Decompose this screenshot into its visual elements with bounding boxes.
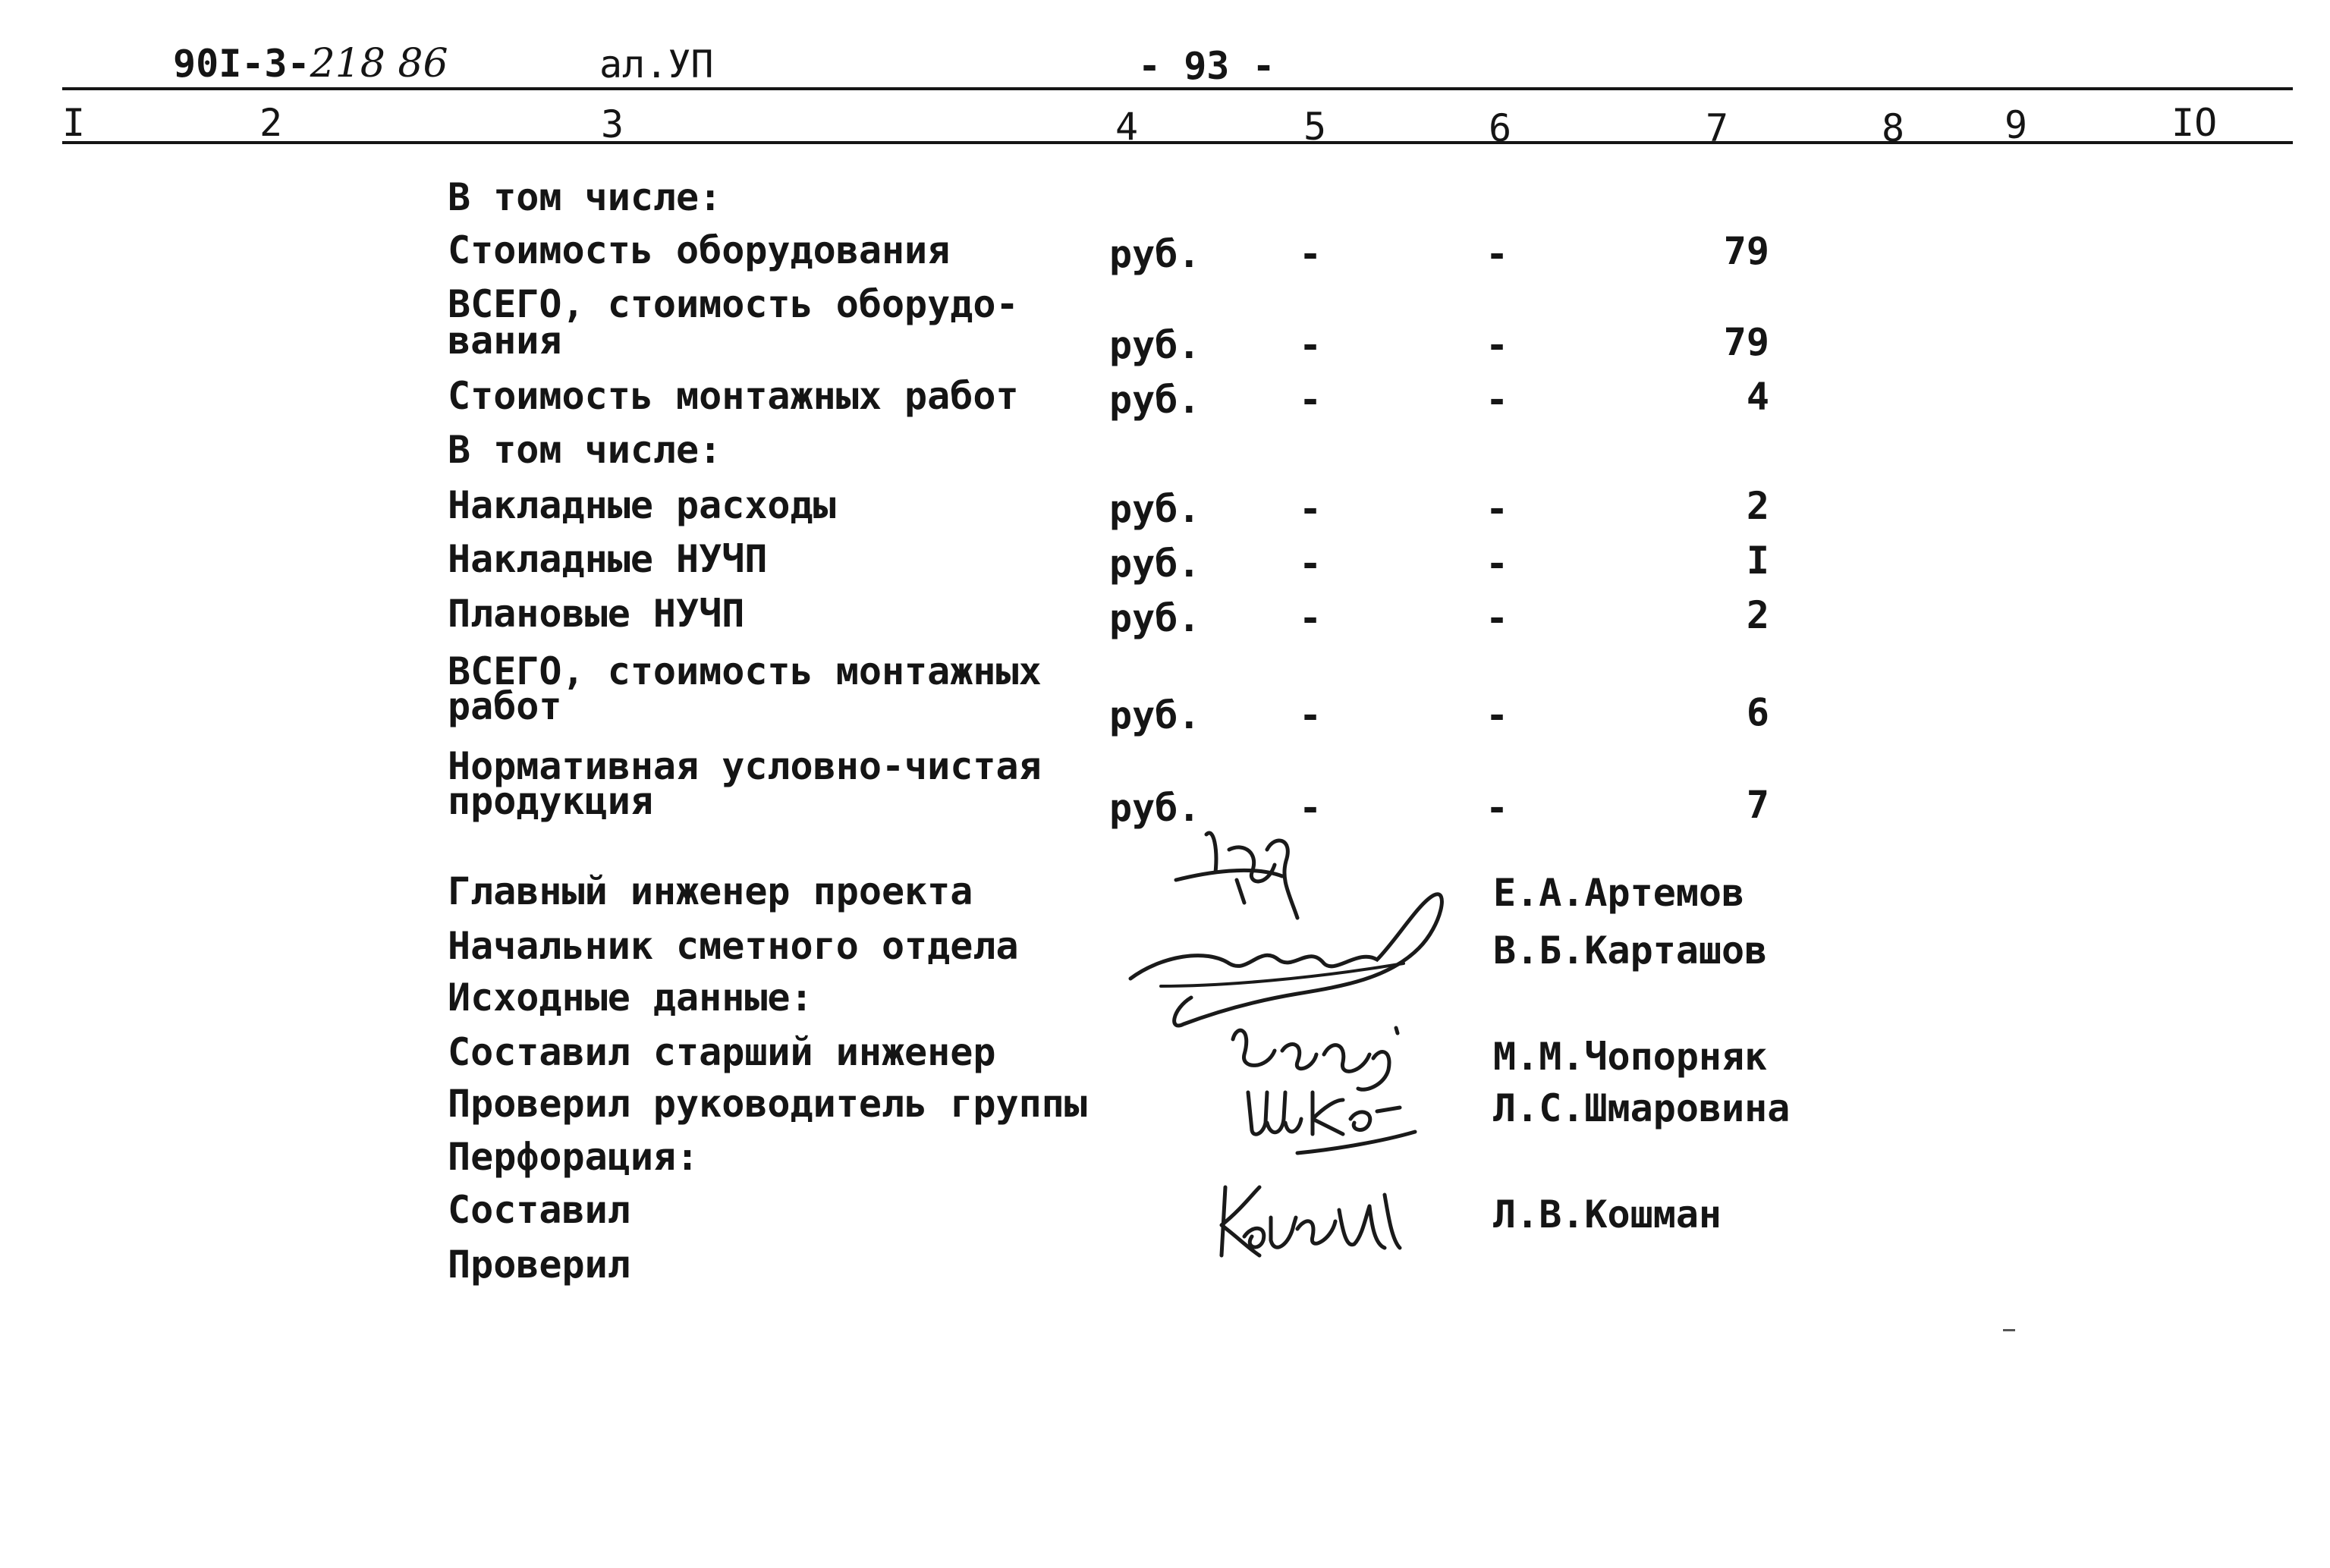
column-number: 7 [1706, 106, 1729, 150]
unit-cell: руб. [1109, 786, 1201, 830]
signature-person: Е.А.Артемов [1493, 871, 1745, 915]
album-label: ал.УП [599, 42, 714, 86]
row-label: В том числе: [448, 428, 722, 472]
column-number: 4 [1115, 105, 1139, 149]
col5-cell: - [1299, 487, 1322, 531]
col7-cell: 2 [1746, 593, 1769, 637]
signature-role: Перфорация: [448, 1135, 700, 1179]
signature-person: В.Б.Карташов [1493, 929, 1768, 973]
col7-cell: 79 [1723, 229, 1769, 273]
row-label: Стоимость монтажных работ [448, 374, 1019, 418]
col6-cell: - [1486, 786, 1509, 830]
row-label: вания [448, 319, 562, 363]
signature-role: Главный инженер проекта [448, 869, 973, 913]
document-code [173, 41, 448, 86]
col6-cell: - [1486, 542, 1509, 586]
document-code-prefix: 90I-3- [173, 42, 310, 86]
signature-role: Проверил [448, 1243, 630, 1287]
col7-cell: 7 [1746, 783, 1769, 827]
column-number: I [62, 101, 86, 145]
col6-cell: - [1486, 596, 1509, 640]
signature-koshman-icon [1199, 1172, 1411, 1271]
column-number: IO [2171, 101, 2218, 145]
signature-role: Начальник сметного отдела [448, 924, 1019, 968]
col5-cell: - [1299, 596, 1322, 640]
column-number: 2 [259, 101, 283, 145]
col5-cell: - [1299, 378, 1322, 422]
signature-role: Составил старший инженер [448, 1030, 996, 1074]
column-number: 5 [1303, 105, 1327, 149]
signature-person: М.М.Чопорняк [1493, 1035, 1768, 1079]
row-label: Стоимость оборудования [448, 228, 951, 272]
col5-cell: - [1299, 542, 1322, 586]
unit-cell: руб. [1109, 542, 1201, 586]
signature-role: Проверил руководитель группы [448, 1082, 1087, 1126]
row-label: ВСЕГО, стоимость оборудо- [448, 282, 1019, 326]
column-number: 6 [1489, 106, 1512, 150]
unit-cell: руб. [1109, 487, 1201, 531]
row-label: Накладные расходы [448, 483, 836, 527]
scan-speck [2003, 1329, 2015, 1331]
row-label: Нормативная условно-чистая [448, 744, 1042, 788]
col5-cell: - [1299, 693, 1322, 737]
unit-cell: руб. [1109, 378, 1201, 422]
col7-cell: I [1746, 539, 1769, 583]
col5-cell: - [1299, 232, 1322, 276]
row-label: Накладные НУЧП [448, 537, 768, 581]
signature-role: Составил [448, 1188, 630, 1232]
unit-cell: руб. [1109, 693, 1201, 737]
col7-cell: 79 [1723, 320, 1769, 364]
header-bottom-rule [62, 141, 2293, 144]
col5-cell: - [1299, 323, 1322, 367]
signature-kartashov-icon [1115, 872, 1449, 1039]
column-number: 8 [1882, 106, 1905, 150]
signature-shmarovina-icon [1237, 1077, 1426, 1168]
col6-cell: - [1486, 323, 1509, 367]
row-label: продукция [448, 779, 653, 823]
col7-cell: 2 [1746, 484, 1769, 528]
col6-cell: - [1486, 487, 1509, 531]
col7-cell: 6 [1746, 690, 1769, 734]
column-number: 9 [2005, 103, 2028, 147]
row-label: работ [448, 684, 562, 728]
row-label: Плановые НУЧП [448, 592, 745, 636]
col7-cell: 4 [1746, 375, 1769, 419]
document-code-handwritten: 218 86 [310, 41, 448, 86]
signature-person: Л.В.Кошман [1493, 1192, 1722, 1236]
column-number: 3 [601, 102, 624, 146]
header-top-rule [62, 87, 2293, 90]
unit-cell: руб. [1109, 323, 1201, 367]
unit-cell: руб. [1109, 596, 1201, 640]
row-label: В том числе: [448, 175, 722, 219]
row-label: ВСЕГО, стоимость монтажных [448, 649, 1042, 693]
signature-role: Исходные данные: [448, 976, 813, 1020]
page-number: - 93 - [1138, 44, 1275, 88]
col6-cell: - [1486, 378, 1509, 422]
col5-cell: - [1299, 786, 1322, 830]
col6-cell: - [1486, 232, 1509, 276]
col6-cell: - [1486, 693, 1509, 737]
unit-cell: руб. [1109, 232, 1201, 276]
signature-person: Л.С.Шмаровина [1493, 1086, 1791, 1130]
